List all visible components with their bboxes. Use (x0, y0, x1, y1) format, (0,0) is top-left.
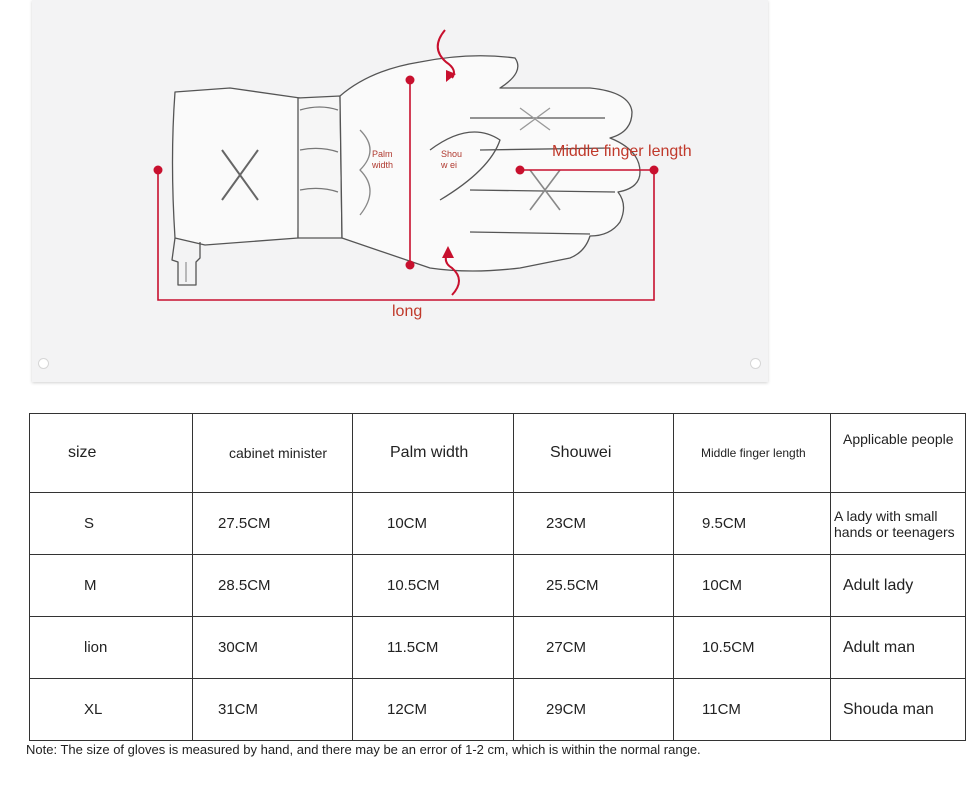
table-row (30, 679, 966, 741)
glove-illustration (0, 0, 800, 400)
cell-size: M (30, 555, 193, 617)
cell-middle-finger-length: 10CM (674, 555, 831, 617)
table-row (30, 617, 966, 679)
cell-applicable-people: A lady with small hands or teenagers (831, 493, 966, 555)
cell-palm-width: 12CM (353, 679, 514, 741)
header-shouwei: Shouwei (514, 414, 674, 493)
cell-size: S (30, 493, 193, 555)
header-middle-finger-length: Middle finger length (674, 414, 831, 493)
table-row (30, 555, 966, 617)
palm-top-dot (406, 76, 415, 85)
cell-cabinet-minister: 31CM (193, 679, 353, 741)
middle-finger-length-label: Middle finger length (552, 143, 692, 160)
cell-applicable-people: Shouda man (831, 679, 966, 741)
cell-middle-finger-length: 9.5CM (674, 493, 831, 555)
cell-palm-width: 10CM (353, 493, 514, 555)
header-cabinet-minister: cabinet minister (193, 414, 353, 493)
header-size: size (30, 414, 193, 493)
cell-shouwei: 25.5CM (514, 555, 674, 617)
cell-shouwei: 29CM (514, 679, 674, 741)
header-applicable-people: Applicable people (831, 414, 966, 493)
size-chart-table (29, 413, 966, 741)
cell-applicable-people: Adult lady (831, 555, 966, 617)
middle-finger-left-dot (516, 166, 525, 175)
table-header-row (30, 414, 966, 493)
cell-palm-width: 11.5CM (353, 617, 514, 679)
cell-cabinet-minister: 30CM (193, 617, 353, 679)
cell-size: XL (30, 679, 193, 741)
long-left-dot (154, 166, 163, 175)
table-row (30, 493, 966, 555)
palm-bottom-dot (406, 261, 415, 270)
cell-middle-finger-length: 10.5CM (674, 617, 831, 679)
shouwei-label: Shouw ei (441, 149, 463, 170)
cell-shouwei: 27CM (514, 617, 674, 679)
cell-cabinet-minister: 28.5CM (193, 555, 353, 617)
long-label: long (392, 303, 423, 320)
palm-width-label: Palm width (372, 149, 394, 170)
header-palm-width: Palm width (353, 414, 514, 493)
middle-finger-right-dot (650, 166, 659, 175)
cell-middle-finger-length: 11CM (674, 679, 831, 741)
cell-size: lion (30, 617, 193, 679)
measurement-note: Note: The size of gloves is measured by hand, and there may be an error of 1-2 cm, which is within the normal range. (26, 742, 701, 757)
cell-palm-width: 10.5CM (353, 555, 514, 617)
cell-cabinet-minister: 27.5CM (193, 493, 353, 555)
cell-applicable-people: Adult man (831, 617, 966, 679)
cell-shouwei: 23CM (514, 493, 674, 555)
